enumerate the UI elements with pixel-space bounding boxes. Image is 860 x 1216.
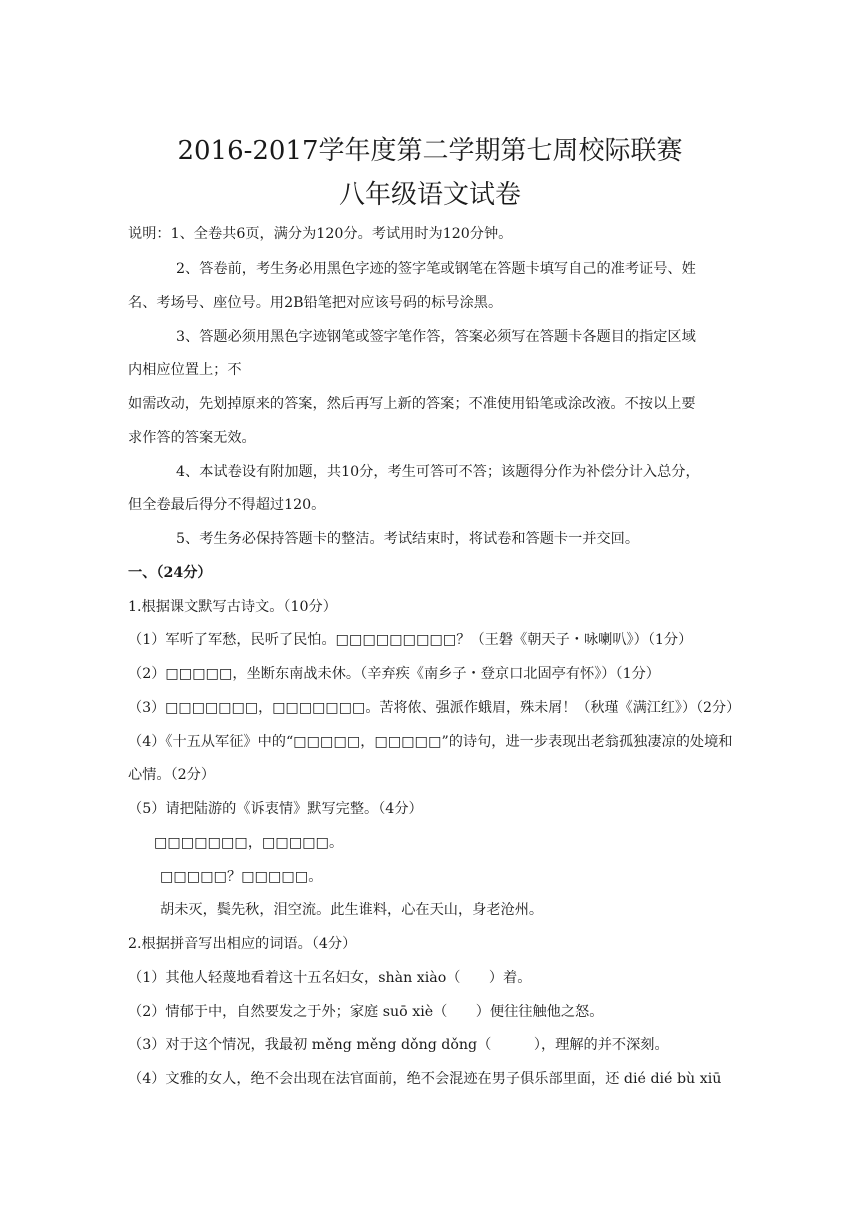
question-item: （3）□□□□□□□，□□□□□□□。苦将侬、强派作蛾眉，殊未屑！（秋瑾《满江红》）（2分） [128,700,741,716]
question-item: （2）□□□□□，坐断东南战未休。（辛弃疾《南乡子・登京口北固亭有怀》）（1分） [128,666,660,682]
instruction-line: 但全卷最后得分不得超过120。 [128,497,326,513]
poem-line: 胡未灭，鬓先秋，泪空流。此生谁料，心在天山，身老沧州。 [160,902,544,918]
instruction-line: 4、本试卷设有附加题，共10分，考生可答可不答；该题得分作为补偿分计入总分， [176,464,700,480]
question-item: （1）军听了军愁，民听了民怕。□□□□□□□□□？（王磐《朝天子・咏喇叭》）（1分） [128,632,693,648]
question-item: （4）《十五从军征》中的“□□□□□，□□□□□”的诗句，进一步表现出老翁孤独凄凉的处境和 [128,734,733,750]
question-item: （3）对于这个情况，我最初 měng měng dǒng dǒng（ ），理解的并不深刻。 [128,1037,669,1053]
poem-line: □□□□□？□□□□□。 [160,869,323,885]
exam-subtitle: 八年级语文试卷 [338,180,521,210]
instruction-line: 2、答卷前，考生务必用黑色字迹的签字笔或钢笔在答题卡填写自己的准考证号、姓 [176,261,696,277]
instruction-line: 说明：1、全卷共6页，满分为120分。考试用时为120分钟。 [128,226,513,242]
instruction-line: 内相应位置上；不 [128,362,242,378]
instruction-line: 3、答题必须用黑色字迹钢笔或签字笔作答，答案必须写在答题卡各题目的指定区域 [176,329,696,345]
question-item: （2）情郁于中，自然要发之于外；家庭 suō xiè（ ）便往往触他之怒。 [128,1004,604,1020]
question-item: 心情。（2分） [128,767,216,783]
instruction-line: 名、考场号、座位号。用2B铅笔把对应该号码的标号涂黑。 [128,295,503,311]
question-item: （1）其他人轻蔑地看着这十五名妇女，shàn xiào（ ）着。 [128,970,532,986]
instruction-line: 求作答的答案无效。 [128,430,256,446]
question-title: 1.根据课文默写古诗文。（10分） [128,599,337,615]
instruction-line: 5、考生务必保持答题卡的整洁。考试结束时，将试卷和答题卡一并交回。 [176,531,640,547]
instruction-line: 如需改动，先划掉原来的答案，然后再写上新的答案；不准使用铅笔或涂改液。不按以上要 [128,396,696,412]
question-item: （4）文雅的女人，绝不会出现在法官面前，绝不会混迹在男子俱乐部里面，还 dié dié bù xiū [128,1071,722,1087]
question-title: 2.根据拼音写出相应的词语。（4分） [128,936,357,952]
exam-title: 2016-2017学年度第二学期第七周校际联赛 [177,136,683,166]
section-heading: 一、（24分） [128,565,212,581]
poem-line: □□□□□□□，□□□□□。 [154,835,344,851]
question-item: （5）请把陆游的《诉衷情》默写完整。（4分） [128,801,423,817]
